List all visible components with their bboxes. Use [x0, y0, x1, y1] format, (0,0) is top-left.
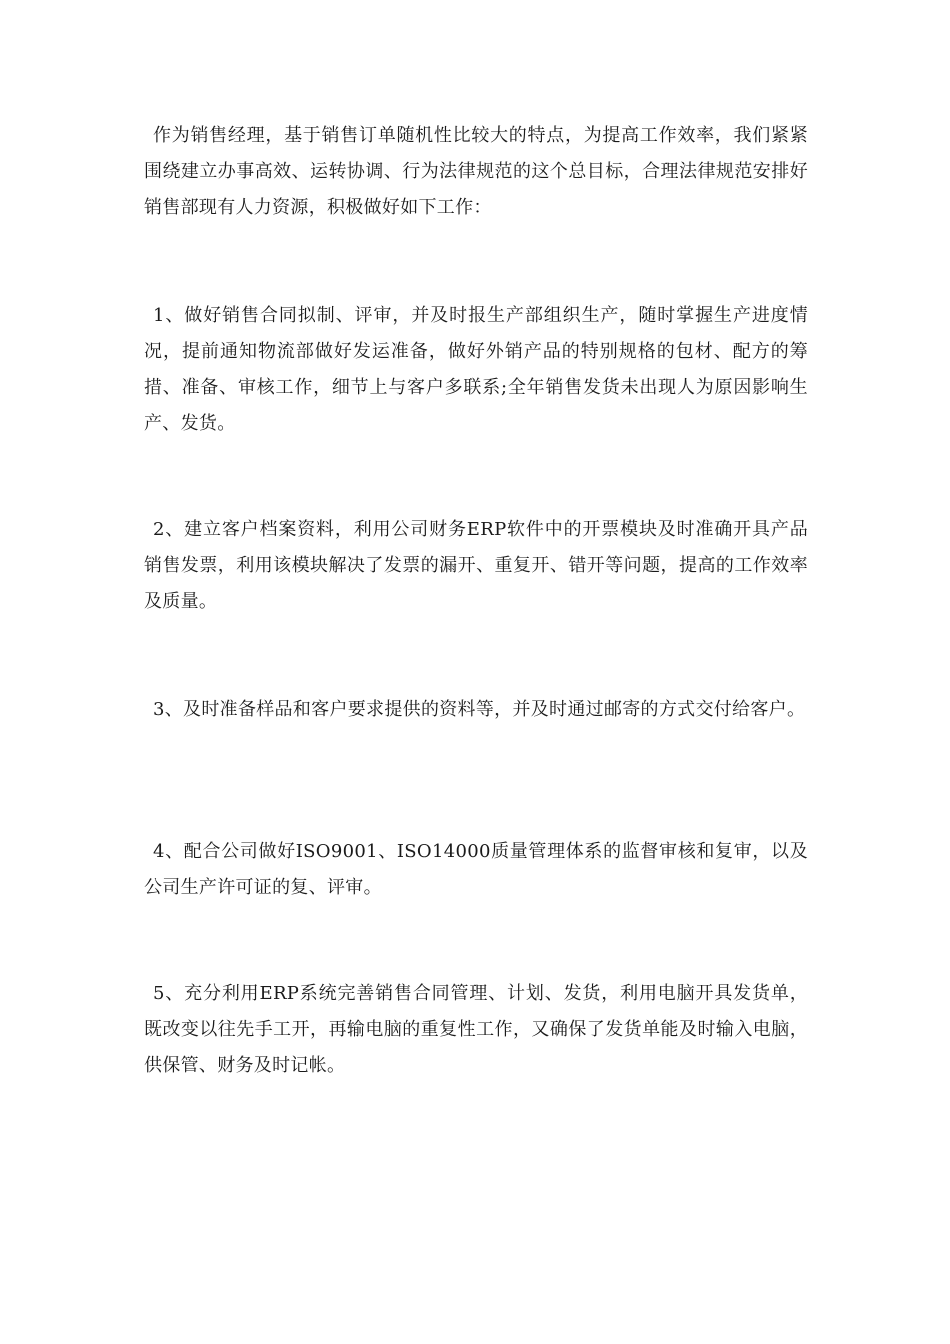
work-item-paragraph: 3、及时准备样品和客户要求提供的资料等，并及时通过邮寄的方式交付给客户。 — [153, 699, 806, 720]
intro-paragraph: 作为销售经理，基于销售订单随机性比较大的特点，为提高工作效率，我们紧紧围绕建立办事高效、运转协调、行为法律规范的这个总目标，合理法律规范安排好销售部现有人力资源，积极做好如下工作： — [144, 125, 808, 218]
work-item-paragraph: 2、建立客户档案资料，利用公司财务ERP软件中的开票模块及时准确开具产品销售发票，利用该模块解决了发票的漏开、重复开、错开等问题，提高的工作效率及质量。 — [144, 519, 808, 612]
work-item-paragraph: 1、做好销售合同拟制、评审，并及时报生产部组织生产，随时掌握生产进度情况，提前通知物流部做好发运准备，做好外销产品的特别规格的包材、配方的筹措、准备、审核工作，细节上与客户多联系;全年销售发货未出现人为原因影响生产、发货。 — [144, 305, 808, 434]
work-item-paragraph: 4、配合公司做好ISO9001、ISO14000质量管理体系的监督审核和复审，以及公司生产许可证的复、评审。 — [144, 841, 808, 898]
work-item-paragraph: 5、充分利用ERP系统完善销售合同管理、计划、发货，利用电脑开具发货单，既改变以往先手工开，再输电脑的重复性工作，又确保了发货单能及时输入电脑，供保管、财务及时记帐。 — [144, 983, 808, 1076]
